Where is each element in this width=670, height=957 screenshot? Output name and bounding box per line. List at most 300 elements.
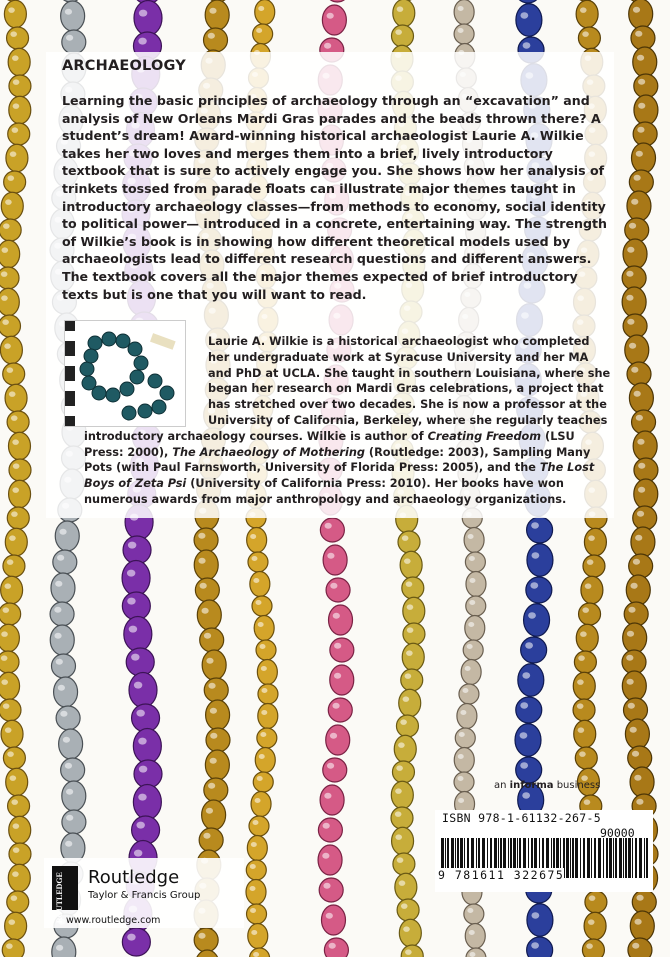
bead bbox=[0, 699, 21, 721]
bead-highlight bbox=[636, 151, 643, 157]
bead-highlight bbox=[258, 6, 264, 11]
bead bbox=[206, 728, 230, 752]
bead-highlight bbox=[632, 751, 639, 757]
bead-highlight bbox=[210, 708, 217, 714]
bead-highlight bbox=[261, 688, 267, 693]
bead bbox=[625, 335, 649, 365]
bead-highlight bbox=[131, 654, 139, 661]
bead bbox=[204, 778, 228, 802]
bead-highlight bbox=[636, 895, 643, 901]
bead-highlight bbox=[637, 55, 644, 61]
bead-highlight bbox=[3, 223, 10, 229]
bead-highlight bbox=[627, 631, 634, 637]
bead bbox=[623, 239, 647, 269]
bead-highlight bbox=[138, 38, 146, 45]
bead bbox=[8, 48, 30, 76]
bead-highlight bbox=[1, 631, 8, 637]
bead-highlight bbox=[129, 626, 137, 633]
bead-highlight bbox=[398, 742, 405, 748]
bead bbox=[634, 95, 658, 125]
bead-highlight bbox=[138, 794, 146, 801]
barcode-bar bbox=[606, 838, 608, 878]
bead bbox=[247, 904, 267, 924]
bead bbox=[573, 699, 595, 721]
bead bbox=[4, 171, 26, 193]
bead-highlight bbox=[587, 559, 594, 565]
bead-highlight bbox=[638, 463, 645, 469]
barcode-bar bbox=[609, 838, 612, 878]
barcode-bar bbox=[570, 838, 571, 878]
barcode-bar bbox=[572, 838, 574, 878]
bead bbox=[399, 919, 421, 947]
bead-highlight bbox=[8, 919, 15, 925]
bead-highlight bbox=[396, 765, 403, 771]
bead bbox=[53, 550, 77, 574]
bead bbox=[403, 597, 425, 625]
bead bbox=[122, 592, 150, 620]
bead-highlight bbox=[65, 9, 72, 15]
bead bbox=[247, 836, 267, 861]
bead bbox=[0, 624, 19, 652]
bead bbox=[6, 768, 28, 796]
bead bbox=[527, 937, 553, 957]
bead bbox=[632, 143, 656, 173]
bead-highlight bbox=[525, 642, 533, 649]
bead bbox=[132, 704, 160, 732]
bead bbox=[134, 760, 162, 788]
bead bbox=[466, 596, 486, 616]
bead-highlight bbox=[638, 487, 645, 493]
bead-highlight bbox=[203, 833, 210, 839]
bead bbox=[627, 191, 651, 221]
bead bbox=[0, 651, 19, 673]
bead bbox=[322, 5, 346, 35]
bead-highlight bbox=[577, 703, 584, 709]
bead bbox=[7, 891, 29, 913]
barcode-bar bbox=[625, 838, 627, 878]
bead-highlight bbox=[325, 523, 332, 529]
bead bbox=[321, 905, 345, 935]
bead bbox=[576, 624, 598, 652]
bead bbox=[0, 288, 19, 316]
bead-highlight bbox=[395, 788, 402, 794]
bead bbox=[392, 761, 414, 783]
bead bbox=[629, 0, 653, 29]
bead bbox=[465, 616, 485, 641]
bead-highlight bbox=[13, 103, 20, 109]
bead bbox=[55, 521, 79, 551]
bead bbox=[581, 576, 603, 604]
barcode-bar bbox=[628, 838, 631, 878]
bead bbox=[527, 544, 553, 577]
bead bbox=[398, 531, 420, 553]
bead-highlight bbox=[523, 42, 531, 49]
book-title-archaeology-of-mothering: The Archaeology of Mothering bbox=[172, 445, 365, 459]
bead bbox=[630, 767, 654, 797]
bead bbox=[527, 517, 553, 543]
barcode-bar bbox=[632, 838, 633, 878]
bead bbox=[9, 843, 31, 865]
bead bbox=[54, 677, 78, 707]
author-bio: Laurie A. Wilkie is a historical archaeologist who completed her undergraduate work at Syracuse University and her MA and PhD at UCLA. She taught in southern Louisiana, where she began her research on Mardi Gras celebrations, a project that has stretched over two decades. She is now a professor at the University of California, Berkeley, where she regularly teaches introductory archaeology courses. Wilkie is author of Creating Freedom (LSU Press: 2000), The Archaeology of Mothering (Routledge: 2003), Sampling Many Pots (with Paul Farnsworth, University of Florida Press: 2005), and the The Lost Boys of Zeta Psi (University of California Press: 2010). Her books have won numerous awards from major anthropology and archaeology organizations. bbox=[84, 335, 611, 506]
bead-highlight bbox=[460, 710, 466, 715]
bead-highlight bbox=[406, 581, 413, 587]
bead-highlight bbox=[255, 798, 261, 803]
bead bbox=[253, 24, 273, 44]
bead-highlight bbox=[2, 319, 9, 325]
bead bbox=[7, 507, 29, 529]
bead-highlight bbox=[636, 799, 643, 805]
bead-highlight bbox=[636, 415, 643, 421]
bead bbox=[633, 47, 657, 77]
bead-highlight bbox=[469, 556, 475, 561]
routledge-logo-icon: ROUTLEDGE bbox=[52, 866, 78, 910]
bead bbox=[8, 432, 30, 460]
bead bbox=[8, 123, 30, 145]
bead-highlight bbox=[12, 439, 19, 445]
bead bbox=[623, 698, 647, 722]
bead bbox=[394, 735, 416, 763]
bead-highlight bbox=[520, 702, 528, 709]
bead-highlight bbox=[630, 727, 637, 733]
bead-highlight bbox=[638, 79, 645, 85]
bead-highlight bbox=[12, 871, 19, 877]
bead bbox=[574, 651, 596, 673]
bead-highlight bbox=[56, 659, 63, 665]
bead-highlight bbox=[128, 542, 136, 549]
bead bbox=[8, 864, 30, 892]
bead-highlight bbox=[627, 679, 634, 685]
section-heading: ARCHAEOLOGY bbox=[62, 58, 186, 74]
bead-highlight bbox=[204, 633, 211, 639]
bead-highlight bbox=[403, 926, 410, 932]
bead-highlight bbox=[626, 271, 633, 277]
bead bbox=[204, 28, 228, 52]
bead-highlight bbox=[531, 522, 539, 529]
bead bbox=[0, 315, 20, 337]
bead bbox=[397, 899, 419, 921]
bead bbox=[133, 785, 161, 820]
bead-highlight bbox=[633, 559, 640, 565]
bead bbox=[5, 384, 27, 412]
bead-highlight bbox=[210, 733, 217, 739]
bead-highlight bbox=[54, 607, 61, 613]
bead bbox=[463, 640, 483, 660]
bead bbox=[0, 672, 20, 700]
bead bbox=[629, 170, 653, 194]
bead-highlight bbox=[251, 930, 257, 935]
bead-highlight bbox=[63, 737, 70, 743]
bead bbox=[62, 781, 86, 811]
bead-highlight bbox=[401, 903, 408, 909]
bead-highlight bbox=[3, 607, 10, 613]
bead-highlight bbox=[399, 880, 406, 886]
bead-highlight bbox=[327, 553, 334, 559]
bead-highlight bbox=[582, 31, 589, 37]
bead-highlight bbox=[1, 295, 8, 301]
bead bbox=[51, 654, 75, 678]
bead-highlight bbox=[12, 55, 19, 61]
bead-highlight bbox=[395, 29, 402, 35]
bead-highlight bbox=[127, 570, 135, 577]
barcode-bar bbox=[566, 838, 569, 878]
bead-highlight bbox=[4, 583, 11, 589]
bead-highlight bbox=[253, 952, 259, 957]
bead bbox=[323, 545, 347, 575]
bead-highlight bbox=[528, 612, 536, 619]
bead-highlight bbox=[633, 7, 640, 13]
bead bbox=[454, 772, 474, 792]
bead-highlight bbox=[324, 43, 331, 49]
bead bbox=[631, 26, 655, 50]
bead bbox=[0, 267, 19, 289]
barcode-bar bbox=[575, 838, 578, 878]
bead-highlight bbox=[209, 8, 216, 14]
bead bbox=[7, 27, 29, 49]
bead-highlight bbox=[407, 627, 414, 633]
bead-highlight bbox=[134, 682, 142, 689]
bead bbox=[126, 648, 154, 676]
bead bbox=[326, 725, 350, 755]
bead bbox=[623, 623, 647, 653]
bead bbox=[403, 623, 425, 645]
bead-highlight bbox=[397, 857, 404, 863]
bead-highlight bbox=[635, 31, 642, 37]
bead-highlight bbox=[127, 598, 135, 605]
bead-highlight bbox=[588, 535, 595, 541]
bead-highlight bbox=[13, 847, 20, 853]
bead-highlight bbox=[261, 666, 267, 671]
bead bbox=[626, 575, 650, 605]
bead bbox=[324, 938, 348, 957]
bead-highlight bbox=[127, 934, 135, 941]
bead bbox=[134, 1, 162, 36]
bead-highlight bbox=[404, 558, 411, 564]
bead bbox=[249, 816, 269, 836]
bead bbox=[250, 948, 270, 957]
bead-highlight bbox=[520, 12, 528, 19]
bead bbox=[622, 671, 646, 701]
bead bbox=[248, 924, 268, 949]
bead-highlight bbox=[531, 942, 539, 949]
bead-highlight bbox=[13, 79, 20, 85]
bead-highlight bbox=[580, 631, 587, 637]
barcode-bar bbox=[587, 838, 590, 878]
bead-highlight bbox=[588, 919, 595, 925]
bead-highlight bbox=[635, 535, 642, 541]
bead-highlight bbox=[138, 738, 146, 745]
bead-highlight bbox=[256, 28, 262, 33]
bead bbox=[634, 74, 658, 98]
bead bbox=[1, 576, 23, 604]
bead-highlight bbox=[324, 793, 331, 799]
bead bbox=[247, 528, 267, 553]
bead bbox=[9, 816, 31, 844]
bead bbox=[399, 689, 421, 717]
barcode-bar bbox=[594, 838, 596, 878]
barcode-bar bbox=[619, 838, 622, 878]
bead bbox=[629, 383, 653, 413]
bead-highlight bbox=[253, 578, 259, 583]
bead-highlight bbox=[577, 679, 584, 685]
bead bbox=[464, 528, 484, 553]
bead-highlight bbox=[332, 703, 339, 709]
bead bbox=[632, 890, 656, 914]
bead-highlight bbox=[578, 655, 585, 661]
bead-highlight bbox=[250, 908, 256, 913]
bead bbox=[253, 772, 273, 792]
bead-highlight bbox=[326, 913, 333, 919]
bead bbox=[0, 603, 21, 625]
bead bbox=[516, 4, 542, 37]
barcode-bar bbox=[613, 838, 614, 878]
bead bbox=[575, 747, 597, 769]
bead bbox=[52, 937, 76, 957]
bead bbox=[251, 792, 271, 817]
bead bbox=[0, 219, 21, 241]
publisher-name: Routledge bbox=[88, 867, 180, 888]
bead-highlight bbox=[136, 822, 144, 829]
bead-highlight bbox=[634, 175, 641, 181]
bead-highlight bbox=[11, 415, 18, 421]
bead bbox=[246, 880, 266, 905]
bead bbox=[634, 458, 658, 482]
bead bbox=[195, 950, 219, 957]
bead-highlight bbox=[333, 613, 340, 619]
barcode-bar bbox=[646, 838, 648, 878]
bead-highlight bbox=[5, 727, 12, 733]
bead bbox=[402, 643, 424, 671]
bead-highlight bbox=[1, 655, 8, 661]
bead bbox=[3, 747, 25, 769]
bead-highlight bbox=[582, 607, 589, 613]
bead bbox=[61, 1, 85, 31]
publisher-group: Taylor & Francis Group bbox=[88, 890, 201, 901]
bead-highlight bbox=[55, 581, 62, 587]
bead bbox=[7, 411, 29, 433]
bead bbox=[629, 554, 653, 578]
bead bbox=[257, 728, 277, 748]
bead-highlight bbox=[405, 673, 412, 679]
bead-highlight bbox=[458, 28, 464, 33]
bead-highlight bbox=[12, 127, 19, 133]
bead-highlight bbox=[54, 633, 61, 639]
bead-highlight bbox=[462, 688, 468, 693]
bead-highlight bbox=[402, 535, 409, 541]
bead bbox=[402, 577, 424, 599]
bead bbox=[5, 528, 27, 556]
bead-highlight bbox=[251, 556, 257, 561]
bead bbox=[9, 459, 31, 481]
bead bbox=[583, 555, 605, 577]
bead bbox=[391, 807, 413, 829]
barcode-bar bbox=[623, 838, 624, 878]
bead-highlight bbox=[256, 600, 262, 605]
bead-highlight bbox=[327, 13, 334, 19]
bead bbox=[584, 912, 606, 940]
bead bbox=[59, 729, 83, 759]
bead-highlight bbox=[10, 151, 17, 157]
bead-highlight bbox=[334, 673, 341, 679]
bead bbox=[401, 945, 423, 957]
price-code: 90000 bbox=[600, 826, 635, 840]
bead-highlight bbox=[520, 762, 528, 769]
bead bbox=[466, 948, 486, 957]
bead bbox=[194, 550, 218, 580]
bead bbox=[122, 928, 150, 956]
bead-highlight bbox=[580, 7, 587, 13]
bead bbox=[392, 25, 414, 47]
bead bbox=[628, 938, 652, 957]
bead-highlight bbox=[637, 439, 644, 445]
bead-highlight bbox=[251, 842, 257, 847]
bead-highlight bbox=[60, 711, 67, 717]
bead-highlight bbox=[206, 658, 213, 664]
bead-highlight bbox=[210, 758, 217, 764]
bead-highlight bbox=[7, 175, 14, 181]
bead bbox=[194, 528, 218, 552]
bead bbox=[457, 704, 477, 729]
bead bbox=[330, 665, 354, 695]
bead bbox=[400, 551, 422, 579]
bead-highlight bbox=[585, 583, 592, 589]
bead bbox=[622, 650, 646, 674]
bead-highlight bbox=[522, 792, 530, 799]
bead bbox=[254, 616, 274, 641]
bead bbox=[627, 362, 651, 386]
bead bbox=[9, 96, 31, 124]
bead bbox=[515, 724, 541, 757]
bead-highlight bbox=[634, 775, 641, 781]
bead-highlight bbox=[322, 853, 329, 859]
bead bbox=[634, 479, 658, 509]
bead bbox=[392, 827, 414, 855]
bead-highlight bbox=[458, 776, 464, 781]
bead-highlight bbox=[1, 679, 8, 685]
bead bbox=[524, 604, 550, 637]
bead-highlight bbox=[7, 751, 14, 757]
bead bbox=[454, 24, 474, 44]
bead-highlight bbox=[258, 622, 264, 627]
bead-highlight bbox=[459, 732, 465, 737]
bead bbox=[9, 480, 31, 508]
bead-highlight bbox=[65, 763, 72, 769]
bead-highlight bbox=[637, 511, 644, 517]
bead-highlight bbox=[458, 6, 464, 11]
bead bbox=[393, 853, 415, 875]
bead-highlight bbox=[406, 650, 413, 656]
bead-highlight bbox=[208, 33, 215, 39]
bead-highlight bbox=[11, 511, 18, 517]
bead bbox=[248, 552, 268, 572]
bead-highlight bbox=[9, 535, 16, 541]
bead-highlight bbox=[634, 391, 641, 397]
bead-highlight bbox=[469, 578, 475, 583]
bead bbox=[328, 698, 352, 722]
bead-highlight bbox=[638, 103, 645, 109]
bead-highlight bbox=[467, 644, 473, 649]
bead-highlight bbox=[206, 808, 213, 814]
bead bbox=[330, 638, 354, 662]
bead bbox=[199, 828, 223, 852]
bead-highlight bbox=[260, 644, 266, 649]
bead bbox=[622, 266, 646, 290]
bead bbox=[51, 573, 75, 603]
bead-highlight bbox=[65, 841, 72, 847]
bead bbox=[2, 939, 24, 957]
bead-highlight bbox=[531, 912, 539, 919]
bead bbox=[584, 528, 606, 556]
